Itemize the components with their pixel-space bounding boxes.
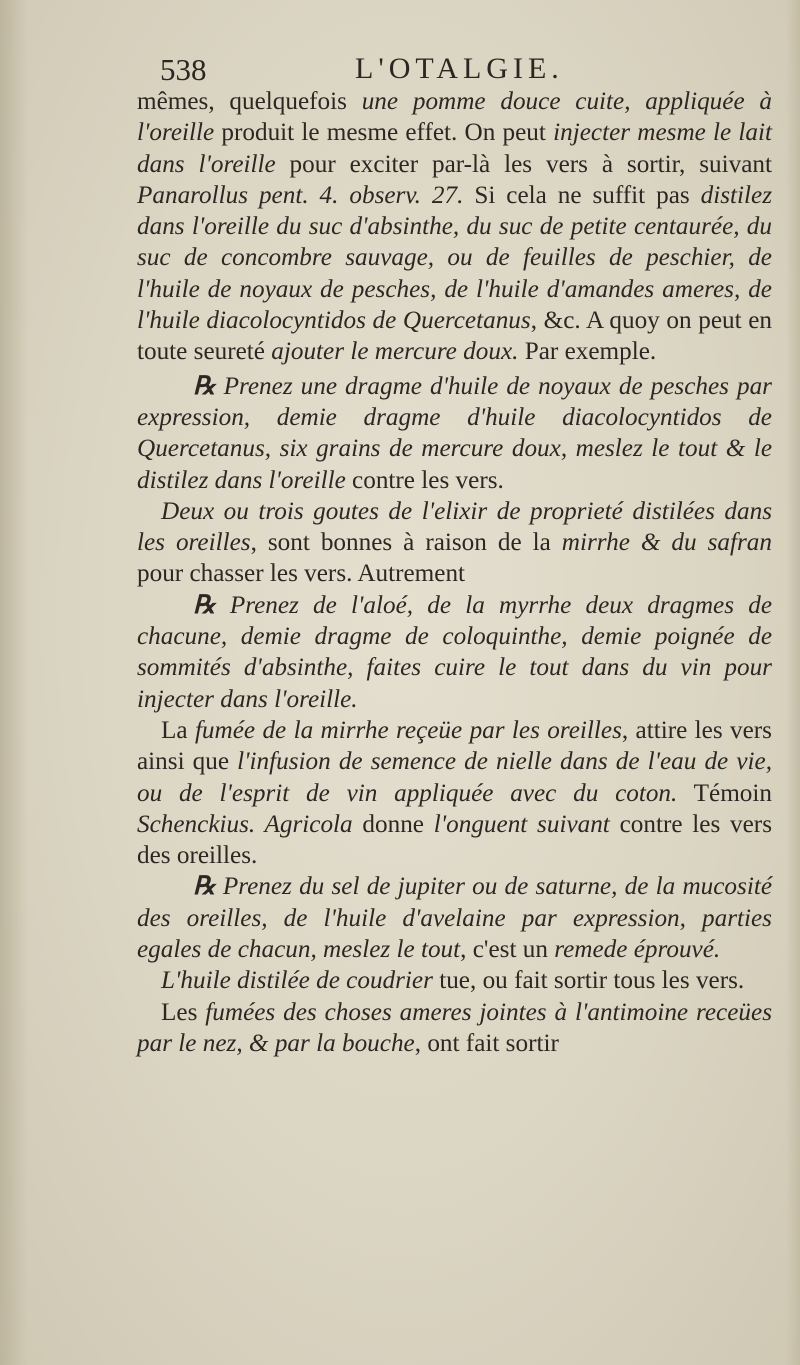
italic-run: Prenez de l'aloé, de la myrrhe deux dragmes de chacune, demie dragme de coloquinthe, demie poignée de sommités d'absinthe, faites cuire le tout dans du vin pour injecter dans l'oreille. xyxy=(137,591,773,713)
italic-run: injecter mesme le lait dans l'oreille xyxy=(137,119,773,178)
text-run: , sont bonnes à raison de la xyxy=(250,529,562,557)
text-run: pour exciter par-là les vers à sortir, suivant xyxy=(275,150,772,178)
italic-run: l'onguent suivant xyxy=(433,810,610,838)
page-text xyxy=(137,86,772,1059)
italic-run: distilez dans l'oreille du suc d'absinthe, du suc de petite centaurée, du suc de concombre sauvage, ou de feuilles de peschier, de l'huile de noyaux de pesches, de l'huile d'amandes ameres, de l'huile diacolocyntidos de Quercetanus xyxy=(137,181,772,335)
paragraph-recipe-3 xyxy=(137,871,772,965)
recipe-symbol: ℞ xyxy=(193,873,216,901)
text-run: , &c. A quoy on peut en toute seureté xyxy=(137,307,773,366)
paragraph-1 xyxy=(137,86,772,368)
author-names: Schenckius. Agricola xyxy=(137,810,353,838)
text-run: La xyxy=(161,716,195,744)
running-title: L'OTALGIE. xyxy=(355,52,564,85)
italic-run: Deux ou trois goutes de l'elixir de proprieté distilées dans les oreilles xyxy=(137,497,772,557)
text-run: Témoin xyxy=(677,779,772,807)
paragraph-3 xyxy=(137,496,772,590)
paragraph-recipe-2 xyxy=(137,590,772,715)
text-run: Par exemple. xyxy=(518,338,657,366)
text-run: tue, ou fait sortir tous les vers. xyxy=(432,967,745,995)
text-run: , attire les vers ainsi que xyxy=(137,716,772,776)
citation: Panarollus pent. 4. observ. 27. xyxy=(137,181,464,209)
text-run: donne xyxy=(352,810,434,838)
text-run: Si cela ne suffit pas xyxy=(463,181,701,209)
page-gutter-shadow xyxy=(0,0,28,1365)
text-run: contre les vers. xyxy=(345,466,504,494)
italic-run: une pomme douce cuite, appliquée à l'oreille xyxy=(137,88,772,147)
text-run: , c'est un xyxy=(460,936,555,964)
recipe-symbol: ℞ xyxy=(193,372,216,400)
page-number: 538 xyxy=(160,52,207,87)
italic-run: fumées des choses ameres jointes à l'antimoine receües par le nez, & par la bouche xyxy=(137,998,772,1057)
text-run: Les xyxy=(161,998,206,1026)
paragraph-7 xyxy=(137,965,772,996)
text-run: contre les vers des oreilles. xyxy=(137,810,772,870)
italic-run: Prenez du sel de jupiter ou de saturne, de la mucosité des oreilles, de l'huile d'avelaine par expression, parties egales de chacun, meslez le tout xyxy=(137,873,772,964)
paragraph-5 xyxy=(137,715,772,871)
page-edge-shadow xyxy=(786,0,800,1365)
paragraph-8 xyxy=(137,997,772,1060)
italic-run: ajouter le mercure doux. xyxy=(271,338,519,366)
italic-run: l'infusion de semence de nielle dans de l'eau de vie, ou de l'esprit de vin appliquée avec du coton. xyxy=(137,748,772,807)
text-run: pour chasser les vers. Autrement xyxy=(137,560,466,588)
italic-run: mirrhe & du safran xyxy=(561,529,772,557)
text-run: mêmes, quelquefois xyxy=(137,88,362,115)
italic-run: remede éprouvé. xyxy=(554,936,721,964)
text-run: produit le mesme effet. On peut xyxy=(214,119,554,147)
italic-run: L'huile distilée de coudrier xyxy=(161,967,433,995)
recipe-symbol: ℞ xyxy=(193,591,216,619)
text-run: , ont fait sortir xyxy=(414,1029,559,1057)
paragraph-recipe-1 xyxy=(137,371,772,496)
italic-run: fumée de la mirrhe reçeüe par les oreilles xyxy=(194,716,622,744)
italic-run: Prenez une dragme d'huile de noyaux de pesches par expression, demie dragme d'huile diacolocyntidos de Quercetanus, six grains de mercure doux, meslez le tout & le distilez dans l'oreille xyxy=(137,372,772,494)
